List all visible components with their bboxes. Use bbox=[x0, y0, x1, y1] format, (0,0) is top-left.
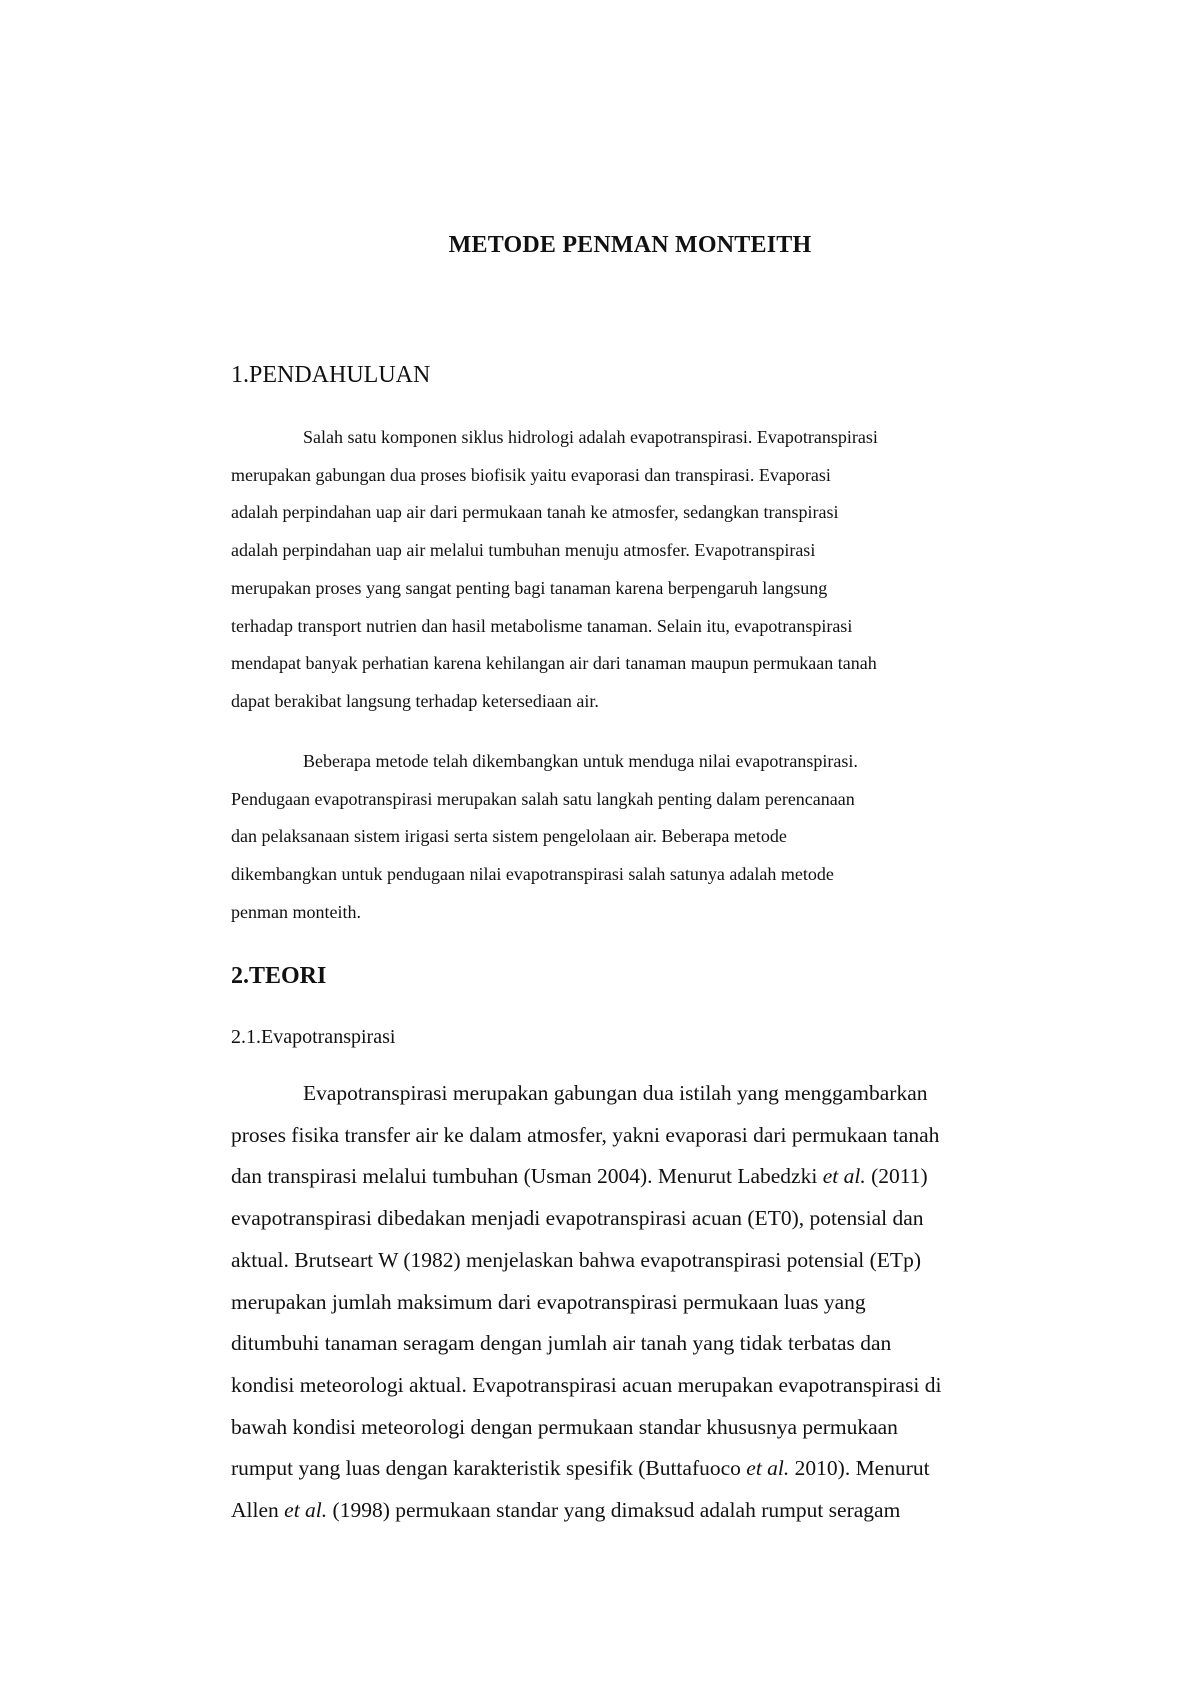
paragraph-line: merupakan gabungan dua proses biofisik yaitu evaporasi dan transpirasi. Evaporasi bbox=[231, 464, 831, 485]
paragraph-line: aktual. Brutseart W (1982) menjelaskan bahwa evapotranspirasi potensial (ETp) bbox=[231, 1247, 921, 1272]
paragraph-line: merupakan jumlah maksimum dari evapotranspirasi permukaan luas yang bbox=[231, 1289, 866, 1314]
paragraph-line: mendapat banyak perhatian karena kehilangan air dari tanaman maupun permukaan tanah bbox=[231, 653, 877, 674]
paragraph-intro-1 bbox=[231, 419, 1031, 721]
paragraph-line: bawah kondisi meteorologi dengan permukaan standar khususnya permukaan bbox=[231, 1414, 898, 1439]
paragraph-line: evapotranspirasi dibedakan menjadi evapotranspirasi acuan (ET0), potensial dan bbox=[231, 1206, 924, 1231]
paragraph-line: proses fisika transfer air ke dalam atmosfer, yakni evaporasi dari permukaan tanah bbox=[231, 1122, 940, 1147]
paragraph-line: penman monteith. bbox=[231, 901, 361, 922]
paragraph-teori bbox=[231, 1073, 1031, 1532]
paragraph-line: Pendugaan evapotranspirasi merupakan salah satu langkah penting dalam perencanaan bbox=[231, 788, 855, 809]
paragraph-line: dapat berakibat langsung terhadap ketersediaan air. bbox=[231, 690, 599, 711]
italic-et-al: et al. bbox=[284, 1498, 328, 1523]
paragraph-intro-2 bbox=[231, 743, 1031, 932]
paragraph-line: Allen et al. (1998) permukaan standar yang dimaksud adalah rumput seragam bbox=[231, 1498, 901, 1523]
paragraph-line: Beberapa metode telah dikembangkan untuk menduga nilai evapotranspirasi. bbox=[303, 751, 858, 771]
paragraph-line: dikembangkan untuk pendugaan nilai evapotranspirasi salah satunya adalah metode bbox=[231, 864, 834, 885]
paragraph-line: Evapotranspirasi merupakan gabungan dua istilah yang menggambarkan bbox=[303, 1081, 928, 1105]
italic-et-al: et al. bbox=[746, 1456, 790, 1481]
section-heading-teori: 2.TEORI bbox=[231, 963, 327, 989]
paragraph-line: rumput yang luas dengan karakteristik spesifik (Buttafuoco et al. 2010). Menurut bbox=[231, 1456, 930, 1481]
paragraph-line: merupakan proses yang sangat penting bagi tanaman karena berpengaruh langsung bbox=[231, 577, 828, 598]
paragraph-line: dan pelaksanaan sistem irigasi serta sistem pengelolaan air. Beberapa metode bbox=[231, 826, 787, 847]
document-title: METODE PENMAN MONTEITH bbox=[448, 232, 812, 258]
paragraph-line: kondisi meteorologi aktual. Evapotranspirasi acuan merupakan evapotranspirasi di bbox=[231, 1372, 942, 1397]
subsection-heading-evapotranspirasi: 2.1.Evapotranspirasi bbox=[231, 1026, 396, 1048]
paragraph-line: adalah perpindahan uap air melalui tumbuhan menuju atmosfer. Evapotranspirasi bbox=[231, 540, 816, 561]
paragraph-line: ditumbuhi tanaman seragam dengan jumlah air tanah yang tidak terbatas dan bbox=[231, 1331, 892, 1356]
paragraph-line: dan transpirasi melalui tumbuhan (Usman 2004). Menurut Labedzki et al. (2011) bbox=[231, 1164, 928, 1189]
paragraph-line: Salah satu komponen siklus hidrologi adalah evapotranspirasi. Evapotranspirasi bbox=[303, 427, 878, 447]
italic-et-al: et al. bbox=[822, 1164, 866, 1189]
section-heading-pendahuluan: 1.PENDAHULUAN bbox=[231, 362, 431, 388]
paragraph-line: adalah perpindahan uap air dari permukaan tanah ke atmosfer, sedangkan transpirasi bbox=[231, 502, 839, 523]
paragraph-line: terhadap transport nutrien dan hasil metabolisme tanaman. Selain itu, evapotranspirasi bbox=[231, 615, 853, 636]
